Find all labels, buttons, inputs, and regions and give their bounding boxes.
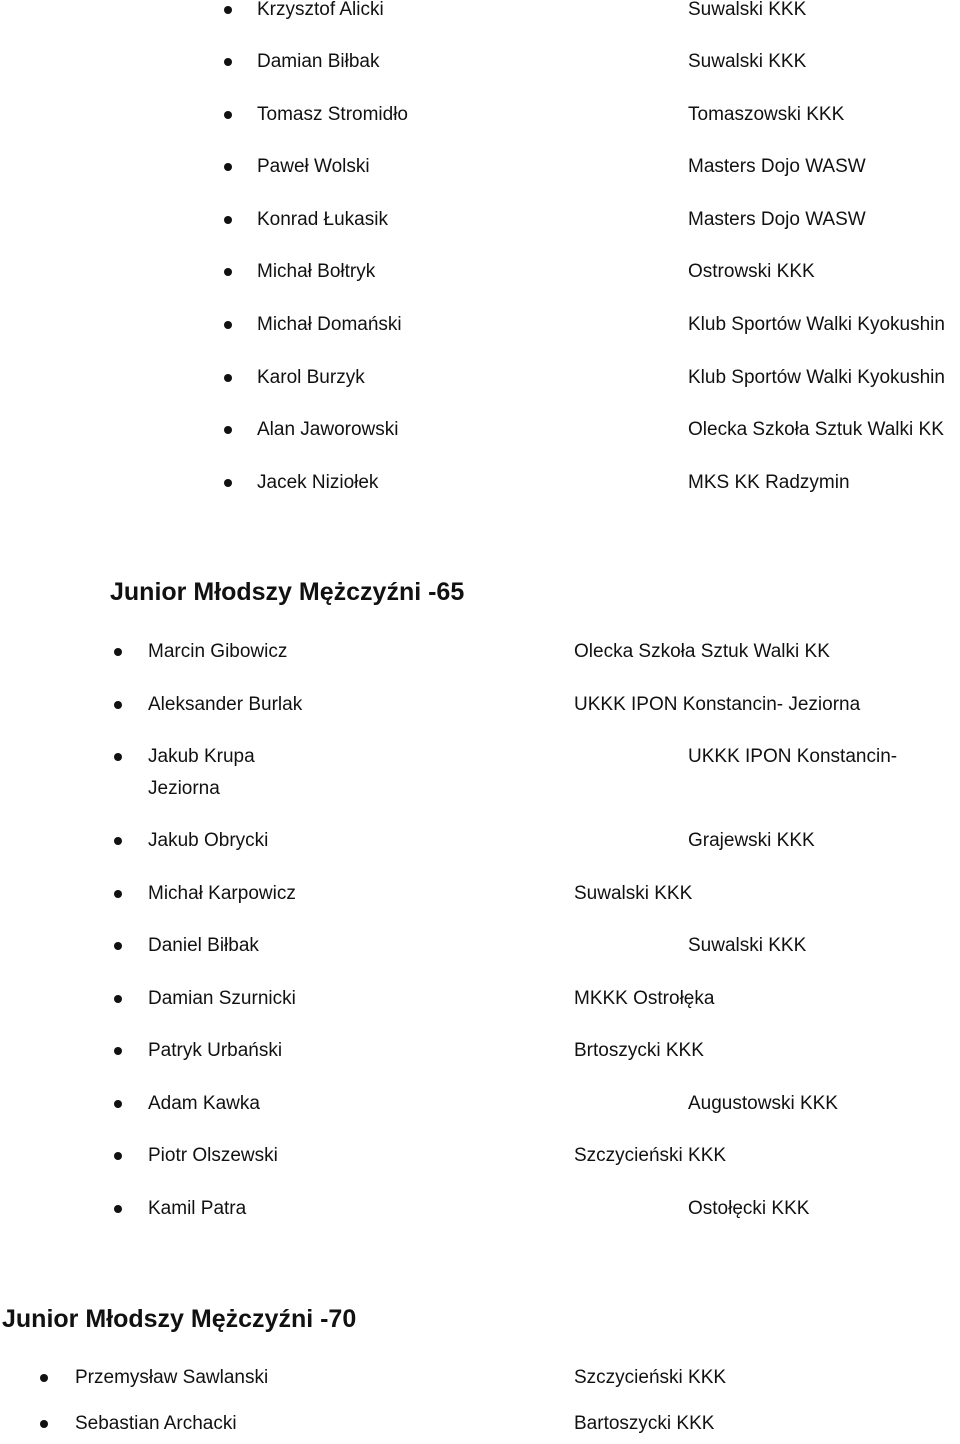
bullet-icon — [224, 426, 232, 434]
list-item — [0, 634, 960, 670]
list-item — [0, 0, 960, 28]
competitor-name: Alan Jaworowski — [257, 419, 399, 440]
bullet-icon — [224, 58, 232, 66]
section-heading: Junior Młodszy Mężczyźni -70 — [2, 1305, 357, 1333]
club-name: UKKK IPON Konstancin- Jeziorna — [574, 694, 861, 715]
bullet-icon — [224, 6, 232, 14]
competitor-name: Marcin Gibowicz — [148, 641, 288, 662]
bullet-icon — [224, 268, 232, 276]
competitor-name: Piotr Olszewski — [148, 1145, 278, 1166]
list-item — [0, 412, 960, 448]
list-item — [0, 1360, 960, 1396]
list-item — [0, 149, 960, 185]
bullet-icon — [114, 701, 122, 709]
competitor-name: Michał Domański — [257, 314, 402, 335]
bullet-icon — [40, 1374, 48, 1382]
competitor-name: Aleksander Burlak — [148, 694, 303, 715]
club-name: Klub Sportów Walki Kyokushin — [688, 367, 945, 388]
bullet-icon — [114, 837, 122, 845]
club-name: Masters Dojo WASW — [688, 156, 866, 177]
list-item — [0, 465, 960, 501]
club-name: UKKK IPON Konstancin- — [688, 746, 898, 767]
competitor-name: Konrad Łukasik — [257, 209, 388, 230]
competitor-name: Adam Kawka — [148, 1093, 260, 1114]
competitor-name: Damian Biłbak — [257, 51, 380, 72]
club-name: Ostołęcki KKK — [688, 1198, 810, 1219]
list-item — [0, 97, 960, 133]
club-name: Olecka Szkoła Sztuk Walki KK — [574, 641, 830, 662]
competitor-name: Jacek Niziołek — [257, 472, 379, 493]
list-item — [0, 360, 960, 396]
competitor-name: Jakub Obrycki — [148, 830, 269, 851]
list-item — [0, 1191, 960, 1227]
list-item — [0, 1138, 960, 1174]
bullet-icon — [224, 163, 232, 171]
bullet-icon — [114, 648, 122, 656]
list-item — [0, 876, 960, 912]
competitor-name: Kamil Patra — [148, 1198, 247, 1219]
competitor-name: Michał Karpowicz — [148, 883, 296, 904]
list-item — [0, 981, 960, 1017]
club-name: Suwalski KKK — [688, 0, 807, 20]
club-name: Klub Sportów Walki Kyokushin — [688, 314, 945, 335]
competitor-name: Michał Bołtryk — [257, 261, 376, 282]
list-item — [0, 44, 960, 80]
competitor-name: Tomasz Stromidło — [257, 104, 408, 125]
section-heading: Junior Młodszy Mężczyźni -65 — [110, 578, 465, 606]
bullet-icon — [224, 479, 232, 487]
club-name: Suwalski KKK — [688, 935, 807, 956]
club-name: Szczycieński KKK — [574, 1367, 727, 1388]
competitor-name: Paweł Wolski — [257, 156, 370, 177]
competitor-name: Jakub Krupa — [148, 746, 255, 767]
competitor-name: Damian Szurnicki — [148, 988, 296, 1009]
competitor-name: Daniel Biłbak — [148, 935, 259, 956]
club-name: MKKK Ostrołęka — [574, 988, 715, 1009]
list-item — [0, 928, 960, 964]
bullet-icon — [224, 321, 232, 329]
list-item — [0, 254, 960, 290]
club-name: Szczycieński KKK — [574, 1145, 727, 1166]
club-name: Olecka Szkoła Sztuk Walki KK — [688, 419, 944, 440]
competitor-name: Karol Burzyk — [257, 367, 365, 388]
bullet-icon — [224, 216, 232, 224]
competitor-name: Przemysław Sawlanski — [75, 1367, 269, 1388]
club-name: Suwalski KKK — [688, 51, 807, 72]
competitor-name: Krzysztof Alicki — [257, 0, 384, 20]
club-name: Augustowski KKK — [688, 1093, 838, 1114]
bullet-icon — [114, 890, 122, 898]
bullet-icon — [114, 753, 122, 761]
club-name: Suwalski KKK — [574, 883, 693, 904]
club-name-continuation: Jeziorna — [148, 778, 220, 799]
competitor-name: Patryk Urbański — [148, 1040, 283, 1061]
club-name: MKS KK Radzymin — [688, 472, 850, 493]
bullet-icon — [40, 1420, 48, 1428]
list-item — [0, 823, 960, 859]
competitor-name: Sebastian Archacki — [75, 1413, 237, 1434]
list-item — [0, 739, 960, 775]
bullet-icon — [224, 111, 232, 119]
list-item — [0, 687, 960, 723]
bullet-icon — [224, 374, 232, 382]
list-item — [0, 307, 960, 343]
bullet-icon — [114, 1100, 122, 1108]
bullet-icon — [114, 1205, 122, 1213]
bullet-icon — [114, 1047, 122, 1055]
bullet-icon — [114, 1152, 122, 1160]
club-name: Brtoszycki KKK — [574, 1040, 704, 1061]
list-item — [0, 1406, 960, 1442]
bullet-icon — [114, 942, 122, 950]
list-item-continuation — [0, 771, 960, 807]
club-name: Tomaszowski KKK — [688, 104, 845, 125]
club-name: Ostrowski KKK — [688, 261, 815, 282]
list-item — [0, 202, 960, 238]
list-item — [0, 1086, 960, 1122]
club-name: Grajewski KKK — [688, 830, 815, 851]
list-item — [0, 1033, 960, 1069]
club-name: Bartoszycki KKK — [574, 1413, 715, 1434]
bullet-icon — [114, 995, 122, 1003]
club-name: Masters Dojo WASW — [688, 209, 866, 230]
